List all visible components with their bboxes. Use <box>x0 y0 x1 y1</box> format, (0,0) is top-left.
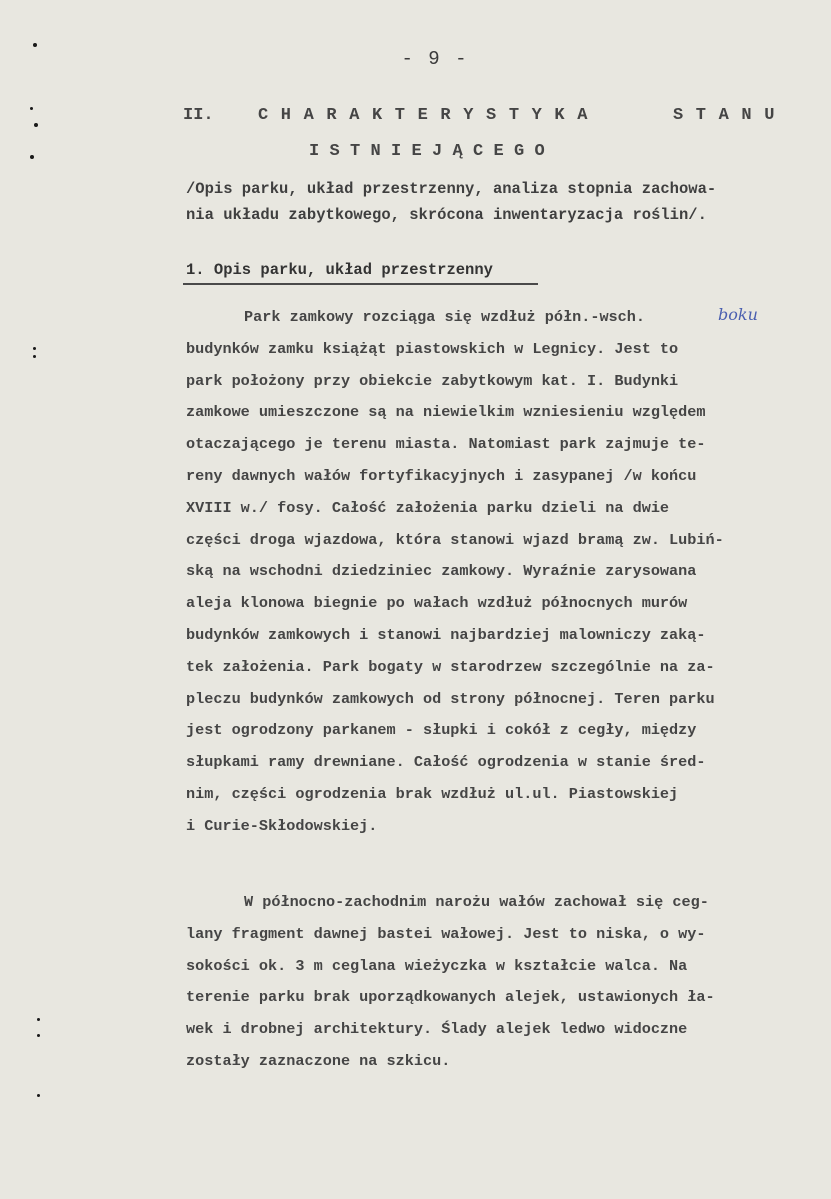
text-line: nim, części ogrodzenia brak wzdłuż ul.ul. Piastowskiej <box>186 784 679 803</box>
text-line: aleja klonowa biegnie po wałach wzdłuż północnych murów <box>186 594 688 613</box>
chapter-number: II. <box>183 106 214 125</box>
page-number: - 9 - <box>401 48 469 70</box>
text-line: pleczu budynków zamkowych od strony północnej. Teren parku <box>186 689 715 708</box>
chapter-subtitle <box>186 176 786 228</box>
text-line: otaczającego je terenu miasta. Natomiast park zajmuje te- <box>186 435 706 454</box>
binding-hole <box>37 1018 40 1021</box>
subtitle-line: nia układu zabytkowego, skrócona inwentaryzacja roślin/. <box>186 206 707 224</box>
chapter-title-part2: STANU <box>673 106 788 125</box>
text-line: W północno-zachodnim narożu wałów zachował się ceg- <box>244 893 709 911</box>
chapter-title-part3: ISTNIEJĄCEGO <box>309 142 556 161</box>
binding-hole <box>30 107 33 110</box>
subtitle-line: /Opis parku, układ przestrzenny, analiza stopnia zachowa- <box>186 180 717 198</box>
text-line: zostały zaznaczone na szkicu. <box>186 1051 451 1070</box>
text-line: XVIII w./ fosy. Całość założenia parku dzieli na dwie <box>186 498 670 517</box>
paragraph-2 <box>186 887 796 1078</box>
text-line: ską na wschodni dziedziniec zamkowy. Wyraźnie zarysowana <box>186 562 697 581</box>
text-line: części droga wjazdowa, która stanowi wjazd bramą zw. Lubiń- <box>186 530 724 549</box>
text-line: wek i drobnej architektury. Ślady alejek ledwo widoczne <box>186 1020 688 1039</box>
binding-hole <box>30 155 34 159</box>
binding-hole <box>37 1094 40 1097</box>
binding-hole <box>34 123 38 127</box>
text-line: lany fragment dawnej bastei wałowej. Jest to niska, o wy- <box>186 924 706 943</box>
text-line: i Curie-Skłodowskiej. <box>186 816 378 835</box>
binding-hole <box>33 43 37 47</box>
text-line: sokości ok. 3 m ceglana wieżyczka w kształcie walca. Na <box>186 956 688 975</box>
section-underline <box>183 283 538 285</box>
text-line: terenie parku brak uporządkowanych alejek, ustawionych ła- <box>186 988 715 1007</box>
section-heading: 1. Opis parku, układ przestrzenny <box>186 261 493 279</box>
text-line: jest ogrodzony parkanem - słupki i cokół z cegły, między <box>186 721 697 740</box>
text-line: reny dawnych wałów fortyfikacyjnych i zasypanej /w końcu <box>186 466 697 485</box>
text-line: tek założenia. Park bogaty w starodrzew szczególnie na za- <box>186 657 715 676</box>
chapter-title-part1: CHARAKTERYSTYKA <box>258 106 601 125</box>
text-line: budynków zamku książąt piastowskich w Legnicy. Jest to <box>186 339 679 358</box>
binding-hole <box>37 1034 40 1037</box>
paragraph-1 <box>186 302 796 843</box>
text-line: park położony przy obiekcie zabytkowym kat. I. Budynki <box>186 371 679 390</box>
binding-hole <box>33 355 36 358</box>
handwritten-margin-note: boku <box>718 305 758 324</box>
text-line: Park zamkowy rozciąga się wzdłuż półn.-wsch. <box>244 308 646 326</box>
text-line: budynków zamkowych i stanowi najbardziej malowniczy zaką- <box>186 625 706 644</box>
text-line: słupkami ramy drewniane. Całość ogrodzenia w stanie śred- <box>186 753 706 772</box>
binding-hole <box>33 347 36 350</box>
text-line: zamkowe umieszczone są na niewielkim wzniesieniu względem <box>186 403 706 422</box>
